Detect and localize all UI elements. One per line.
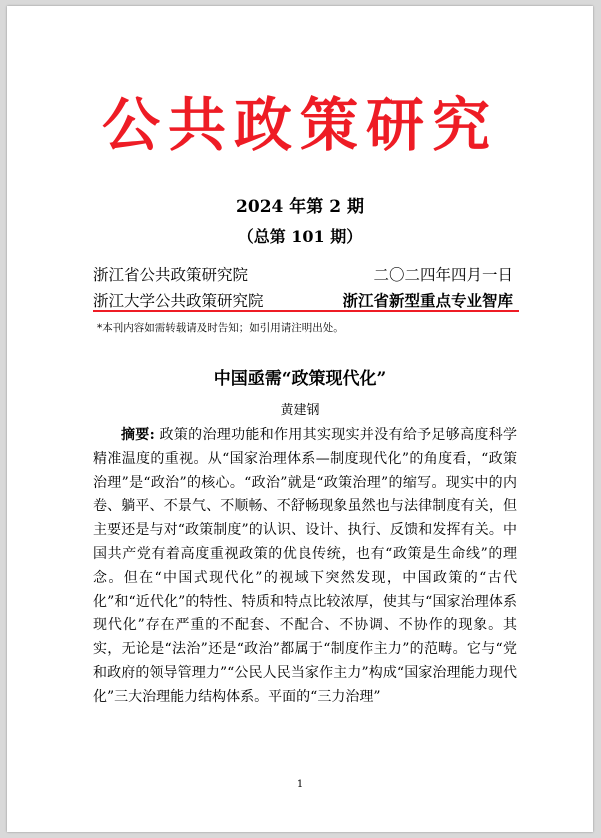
think-tank-label: 浙江省新型重点专业智库 — [342, 291, 513, 310]
issue-number: 2024 年第 2 期 — [236, 197, 364, 217]
document-page — [7, 6, 593, 832]
article-author: 黄建钢 — [280, 403, 320, 418]
reprint-notice: *本刊内容如需转载请及时告知；如引用请注明出处。 — [97, 322, 344, 334]
article-title: 中国亟需“政策现代化” — [213, 369, 387, 389]
abstract-text: 政策的治理功能和作用其实现实并没有给予足够高度科学精准温度的重视。从“国家治理体系—制度现代化”的角度看，“政策治理”是“政治”的核心。“政治”就是“政策治理”的缩写。现实中的内卷、躺平、不景气、不顺畅、不舒畅现象虽然也与法律制度有关，但主要还是与对“政策制度”的认识、设计、执行、反馈和发挥有关。中国共产党有着高度重视政策的优良传统，也有“政策是生命线”的理念。但在“中国式现代化”的视域下突然发现，中国政策的“古代化”和“近代化”的特性、特质和特点比较浓厚，使其与“国家治理体系现代化”存在严重的不配套、不配合、不协调、不协作的现象。其实，无论是“法治”还是“政治”都属于“制度作主力”的范畴。它与“党和政府的领导管理力”“公民人民当家作主力”构成“国家治理能力现代化”三大治理能力结构体系。平面的“三力治理” — [93, 427, 518, 705]
issue-total-number: （总第 101 期） — [237, 227, 363, 246]
abstract-label: 摘要: — [121, 427, 155, 443]
red-divider — [93, 310, 519, 312]
publisher-name-2: 浙江大学公共政策研究院 — [93, 292, 264, 310]
publisher-name-1: 浙江省公共政策研究院 — [93, 266, 249, 284]
publication-date: 二〇二四年四月一日 — [373, 266, 513, 284]
page-number: 1 — [296, 779, 304, 790]
masthead-title: 公共政策研究 — [101, 91, 498, 159]
publisher-row-2 — [93, 289, 513, 311]
publisher-row-1 — [93, 263, 513, 285]
abstract-paragraph — [93, 424, 517, 710]
